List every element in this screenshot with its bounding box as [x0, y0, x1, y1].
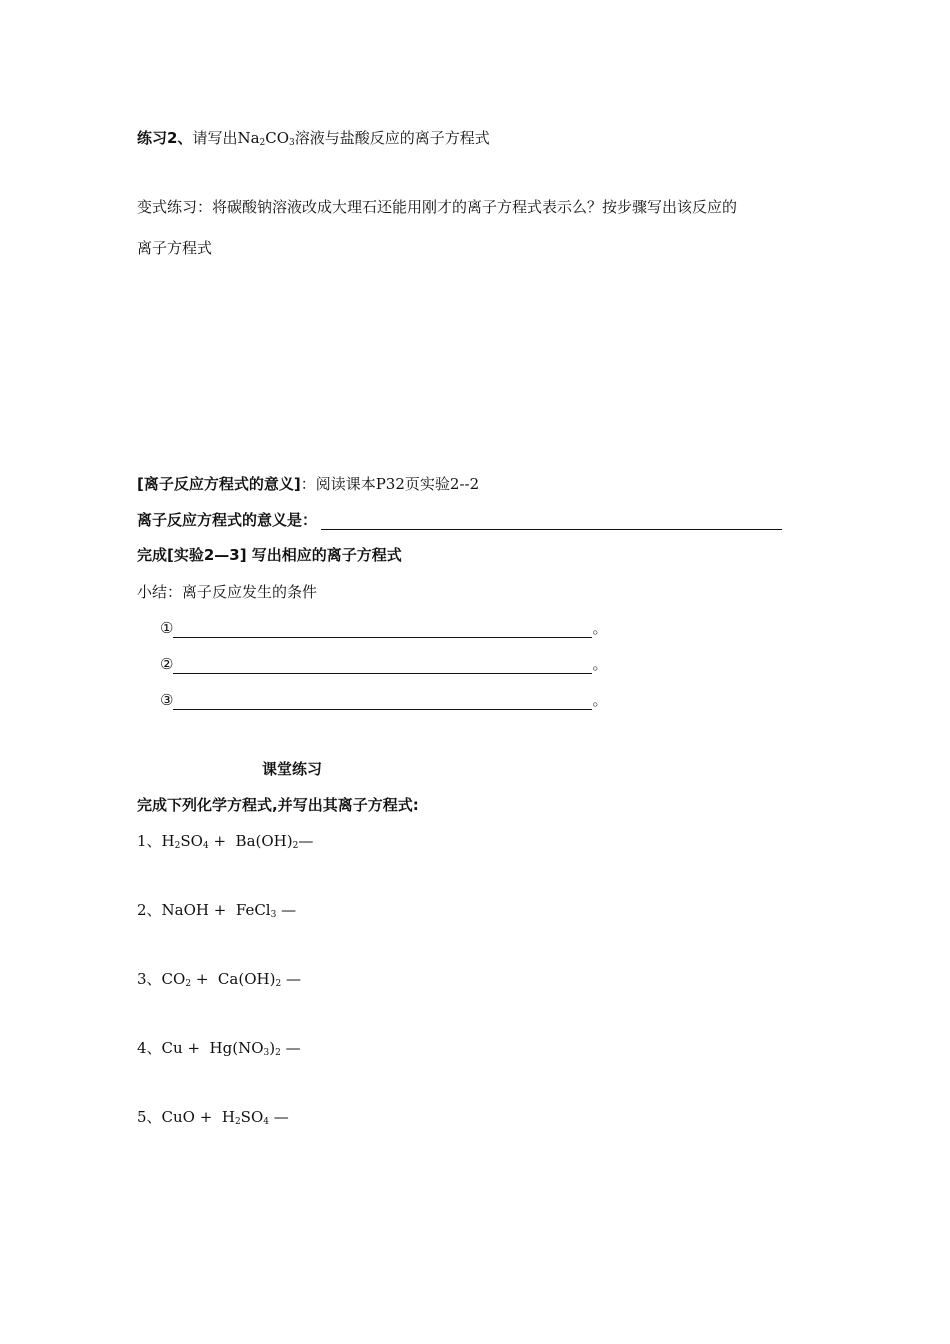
- condition-3-mark: ③: [160, 691, 174, 709]
- equation-4: 4、$Cu + Hg(NO_3)_2$ —: [137, 1039, 301, 1058]
- classwork-instruction: 完成下列化学方程式,并写出其离子方程式:: [137, 796, 419, 814]
- meaning-heading-line: [137, 474, 479, 494]
- equation-2: 2、NaOH + FeCl$_3$ —: [137, 901, 297, 920]
- exercise-2-line: [137, 128, 490, 148]
- condition-1-mark: ①: [160, 619, 174, 637]
- variant-exercise-line2: 离子方程式: [137, 239, 213, 257]
- variant-exercise-line1: 变式练习：将碳酸钠溶液改成大理石还能用刚才的离子方程式表示么？按步骤写出该反应的: [137, 198, 738, 216]
- condition-2-mark: ②: [160, 655, 174, 673]
- experiment-instruction: 完成[实验2—3] 写出相应的离子方程式: [137, 546, 402, 564]
- meaning-prompt-line: [137, 510, 782, 530]
- condition-3: [160, 690, 607, 710]
- condition-2: [160, 654, 607, 674]
- condition-1-end: 。: [592, 619, 608, 637]
- meaning-answer-blank[interactable]: [321, 515, 782, 530]
- meaning-reading-note: ：阅读课本P32页实验2--2: [300, 475, 480, 493]
- condition-1: [160, 618, 607, 638]
- condition-1-blank[interactable]: [173, 623, 592, 638]
- equation-1: 1、$H_2SO_4$ + $Ba(OH)_2—$: [137, 832, 314, 851]
- condition-3-end: 。: [592, 691, 608, 709]
- exercise-2-text: 请写出$Na_2CO_3$溶液与盐酸反应的离子方程式: [192, 129, 490, 148]
- condition-3-blank[interactable]: [173, 695, 592, 710]
- equation-5: 5、CuO + $H_2SO_4$ —: [137, 1108, 289, 1127]
- classwork-title: 课堂练习: [262, 760, 323, 778]
- meaning-prompt: 离子反应方程式的意义是：: [137, 511, 318, 529]
- condition-2-blank[interactable]: [173, 659, 592, 674]
- exercise-2-label: 练习2、: [137, 129, 193, 147]
- summary-title: 小结：离子反应发生的条件: [137, 583, 318, 601]
- meaning-heading: [离子反应方程式的意义]: [137, 475, 301, 493]
- condition-2-end: 。: [592, 655, 608, 673]
- equation-3: 3、$CO_2 + Ca(OH)_2$ —: [137, 970, 301, 989]
